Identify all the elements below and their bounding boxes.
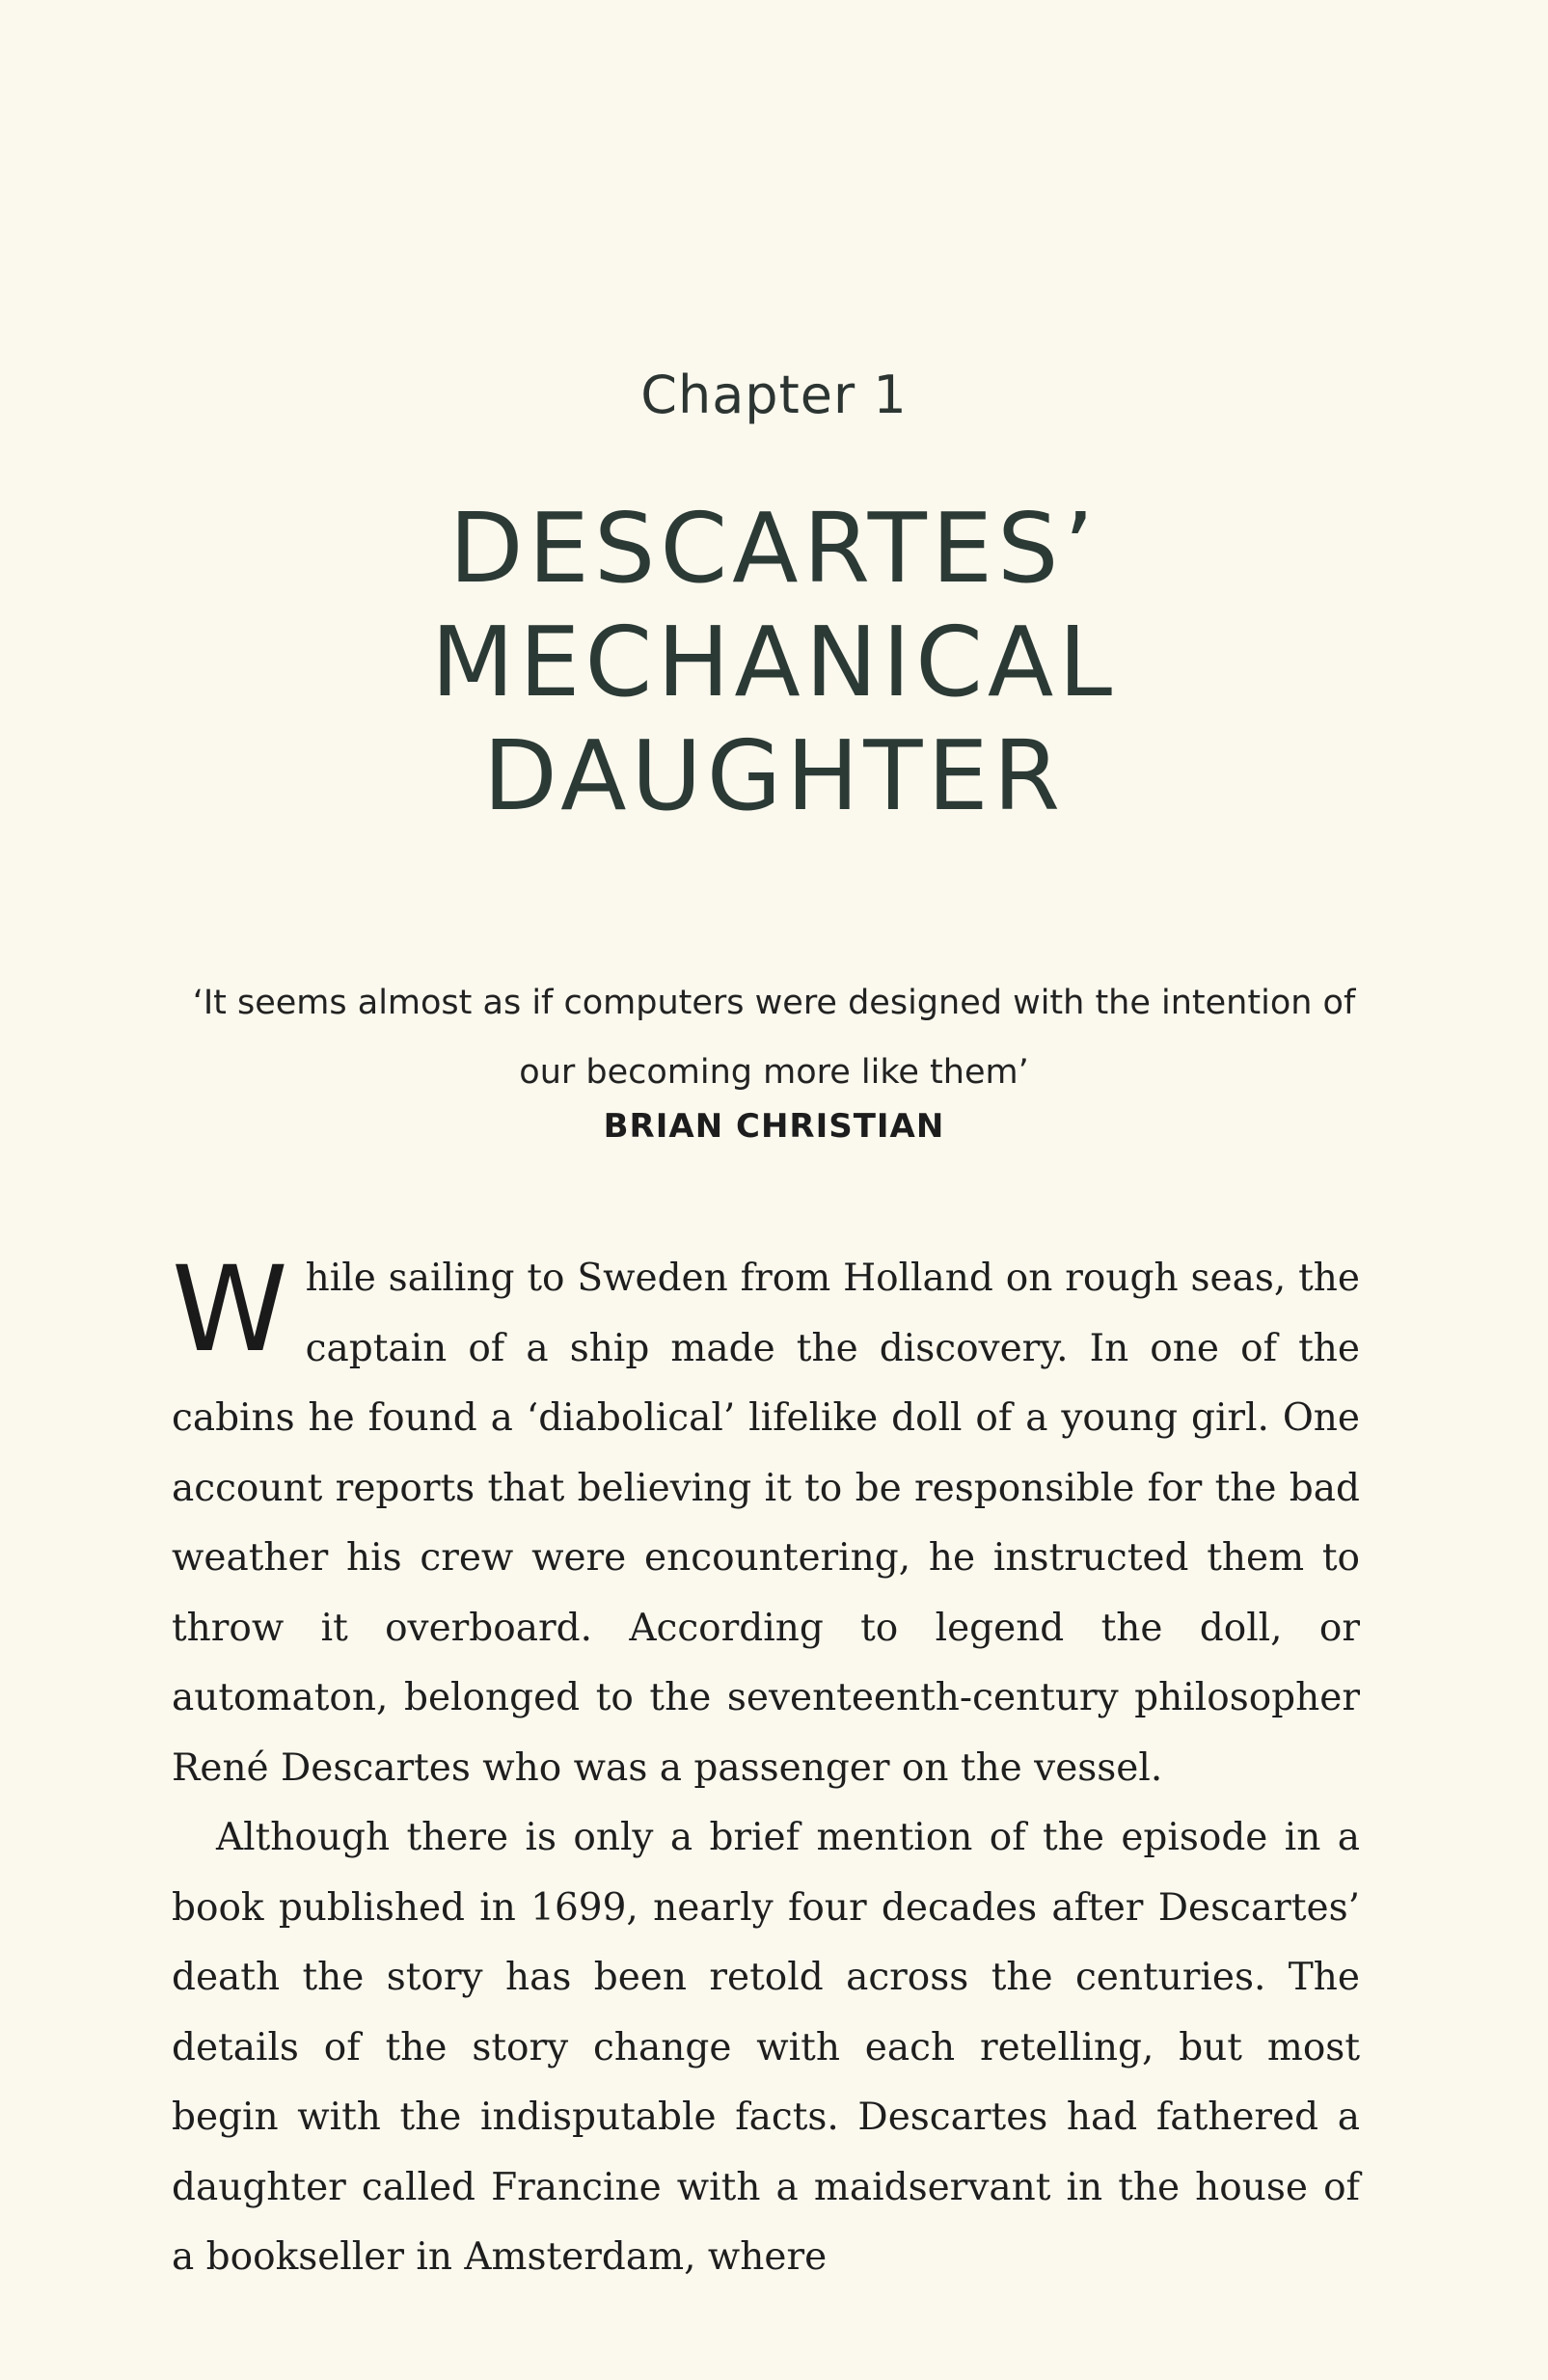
body-text <box>172 1241 1360 2293</box>
chapter-title-line-1: DESCARTES’ <box>448 492 1100 605</box>
paragraph-2: Although there is only a brief mention of the episode in a book published in 1699, nearly four decades after Descartes’ death the story has been retold across the centuries. The details of the story change with each retelling, but most begin with the indisputable facts. Descartes had fathered a daughter called Francine with a maidservant in the house of a bookseller in Amsterdam, where <box>172 1816 1360 2279</box>
chapter-title-line-3: DAUGHTER <box>482 719 1066 832</box>
drop-cap: W <box>172 1241 288 1378</box>
chapter-title <box>0 492 1548 833</box>
epigraph-author: BRIAN CHRISTIAN <box>603 1107 945 1146</box>
paragraph-1 <box>172 1241 1360 1803</box>
paragraph-1-text: hile sailing to Sweden from Holland on rough seas, the captain of a ship made the discovery. In one of the cabins he found a ‘diabolical’ lifelike doll of a young girl. One account reports that believing it to be responsible for the bad weather his crew were encountering, he instructed them to throw it overboard. According to legend the doll, or automaton, belonged to the seventeenth-century philosopher René Descartes who was a passenger on the vessel. <box>172 1257 1360 1790</box>
chapter-label: Chapter 1 <box>640 365 908 425</box>
chapter-title-line-2: MECHANICAL <box>430 606 1118 718</box>
epigraph-quote: ‘It seems almost as if computers were designed with the intention of our becoming more like them’ <box>192 984 1356 1092</box>
